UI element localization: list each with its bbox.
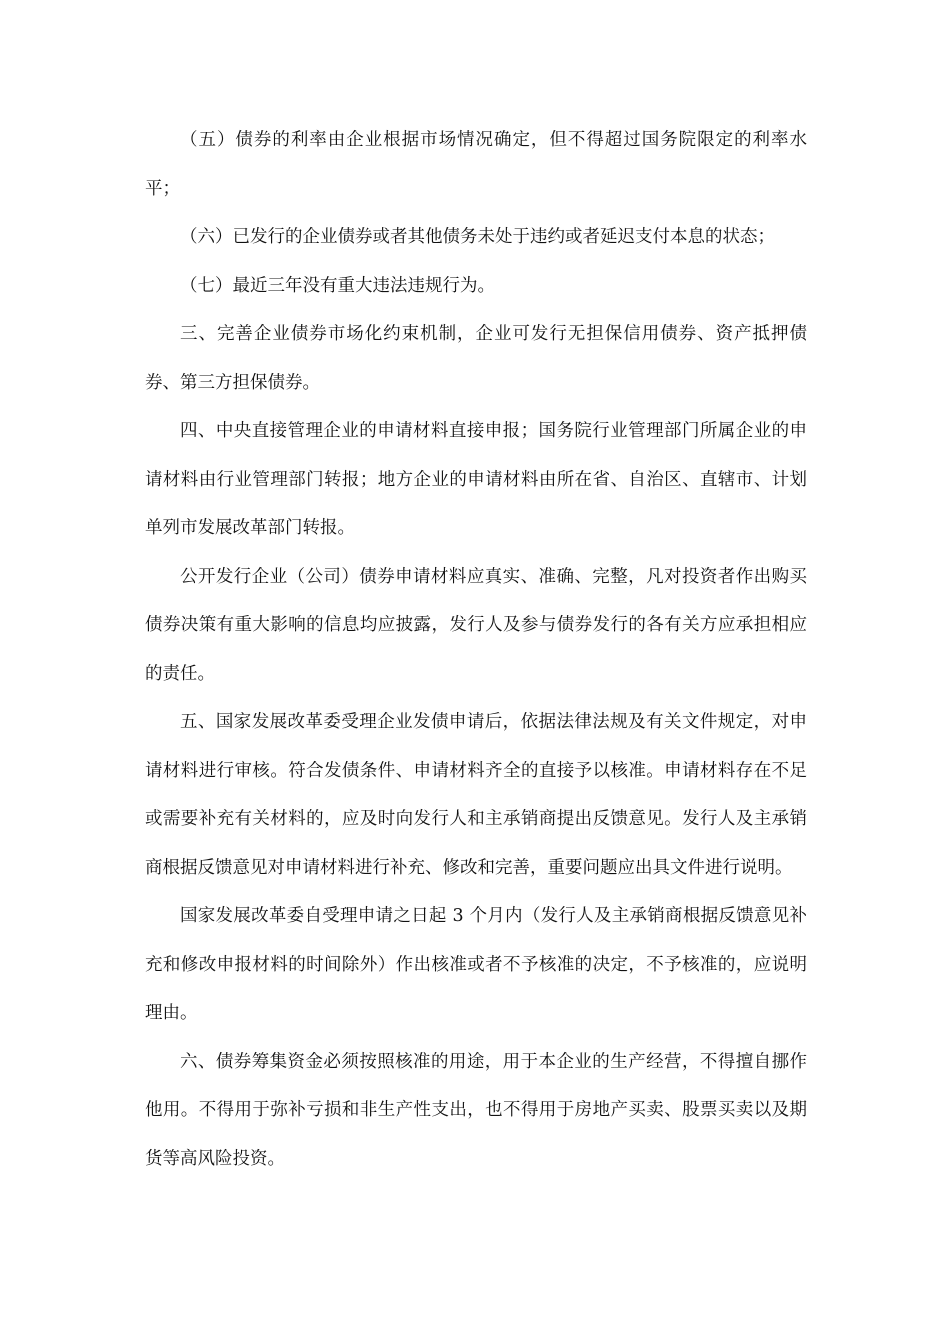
paragraph-section-5: 五、国家发展改革委受理企业发债申请后，依据法律法规及有关文件规定，对申请材料进行审核。符合发债条件、申请材料齐全的直接予以核准。申请材料存在不足或需要补充有关材料的，应及时向发行人和主承销商提出反馈意见。发行人及主承销商根据反馈意见对申请材料进行补充、修改和完善，重要问题应出具文件进行说明。 xyxy=(145,712,807,878)
paragraph-review-period: 国家发展改革委自受理申请之日起 3 个月内（发行人及主承销商根据反馈意见补充和修改申报材料的时间除外）作出核准或者不予核准的决定，不予核准的，应说明理由。 xyxy=(145,906,807,1023)
paragraph-section-6: 六、债券筹集资金必须按照核准的用途，用于本企业的生产经营，不得擅自挪作他用。不得用于弥补亏损和非生产性支出，也不得用于房地产买卖、股票买卖以及期货等高风险投资。 xyxy=(145,1051,807,1169)
paragraph-6-no-default: （六）已发行的企业债券或者其他债务未处于违约或者延迟支付本息的状态； xyxy=(180,227,775,247)
document-body xyxy=(145,116,807,1183)
paragraph-section-3: 三、完善企业债券市场化约束机制，企业可发行无担保信用债券、资产抵押债券、第三方担保债券。 xyxy=(145,324,807,393)
paragraph-section-4: 四、中央直接管理企业的申请材料直接申报；国务院行业管理部门所属企业的申请材料由行业管理部门转报；地方企业的申请材料由所在省、自治区、直辖市、计划单列市发展改革部门转报。 xyxy=(145,421,807,538)
paragraph-7-no-violations: （七）最近三年没有重大违法违规行为。 xyxy=(180,275,495,296)
paragraph-disclosure: 公开发行企业（公司）债券申请材料应真实、准确、完整，凡对投资者作出购买债券决策有重大影响的信息均应披露，发行人及参与债券发行的各有关方应承担相应的责任。 xyxy=(145,566,807,684)
paragraph-5-interest-rate: （五）债券的利率由企业根据市场情况确定，但不得超过国务院限定的利率水平； xyxy=(145,130,807,199)
